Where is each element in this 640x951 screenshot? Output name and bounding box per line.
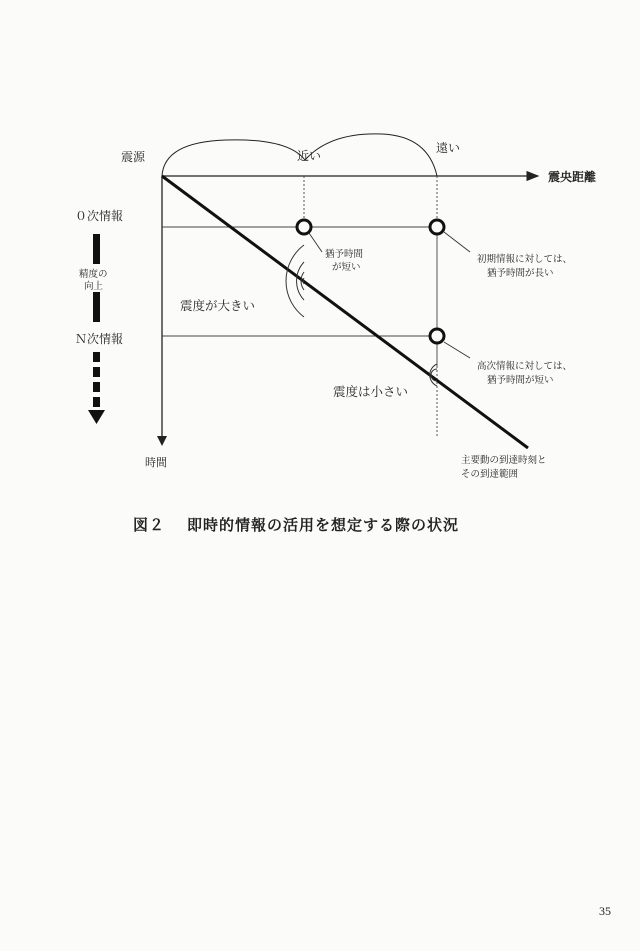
page-number: 35 xyxy=(599,904,611,918)
near-leader-line xyxy=(309,233,322,252)
strong-shaking-label: 震度が大きい xyxy=(180,298,256,313)
time-axis-arrowhead xyxy=(157,436,167,446)
x-axis-label: 震央距離 xyxy=(548,170,597,184)
source-label: 震源 xyxy=(121,150,146,164)
strong-shaking-arcs xyxy=(286,245,304,317)
accuracy-bar-lower xyxy=(93,292,100,322)
initial-note-1: 初期情報に対しては、 xyxy=(477,254,573,265)
far-n-circle xyxy=(430,329,444,343)
figure-title: 即時的情報の活用を想定する際の状況 xyxy=(187,516,460,534)
info-zero-label: ０次情報 xyxy=(75,209,124,223)
initial-leader-line xyxy=(444,232,470,252)
accuracy-bar-upper xyxy=(93,234,100,264)
far-label: 遠い xyxy=(436,141,461,155)
accuracy-label-2: 向上 xyxy=(84,281,104,292)
main-motion-label-1: 主要動の到達時刻と xyxy=(461,455,547,466)
accuracy-dashed-arrow xyxy=(88,352,105,424)
main-motion-label-2: その到達範囲 xyxy=(461,469,519,480)
weak-shaking-label: 震度は小さい xyxy=(333,384,409,399)
figure-caption xyxy=(133,514,553,535)
high-leader-line xyxy=(444,342,470,358)
near-grace-label-1: 猶予時間 xyxy=(325,249,364,260)
near-zero-circle xyxy=(297,220,311,234)
near-label: 近い xyxy=(297,149,322,163)
figure-number: 図２ xyxy=(133,516,166,534)
far-zero-circle xyxy=(430,220,444,234)
accuracy-label-1: 精度の xyxy=(79,269,108,280)
initial-note-2: 猶予時間が長い xyxy=(487,268,554,279)
high-note-1: 高次情報に対しては、 xyxy=(477,361,573,372)
high-note-2: 猶予時間が短い xyxy=(487,375,554,386)
weak-shaking-arcs xyxy=(430,364,437,386)
near-grace-label-2: が短い xyxy=(332,262,361,273)
y-axis-label: 時間 xyxy=(145,456,167,469)
info-n-label: Ｎ次情報 xyxy=(75,332,124,346)
